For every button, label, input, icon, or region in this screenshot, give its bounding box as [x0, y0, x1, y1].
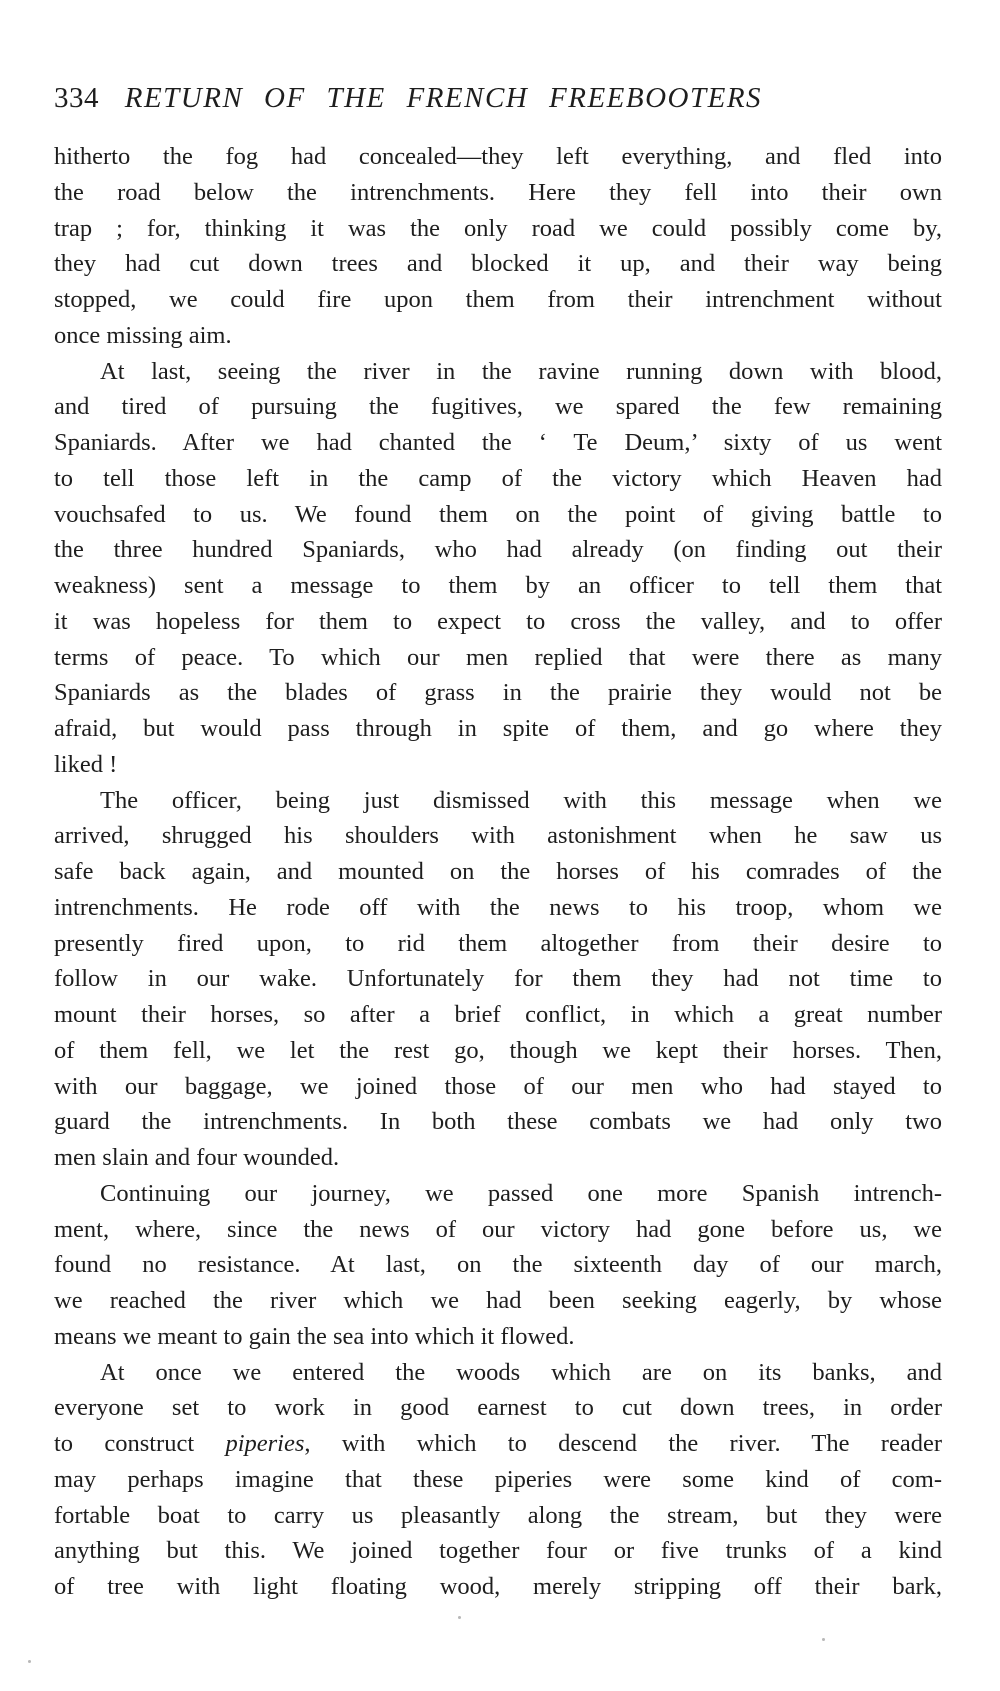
scan-speck	[458, 1616, 461, 1619]
text-line: we reached the river which we had been seeking eagerly, by whose	[54, 1287, 942, 1314]
text-line: intrenchments. He rode off with the news to his troop, whom we	[54, 893, 942, 921]
text-line: At once we entered the woods which are on its banks, and	[100, 1358, 942, 1386]
text-line: Spaniards. After we had chanted the ‘ Te Deum,’ sixty of us went	[54, 429, 942, 456]
text-line: presently fired upon, to rid them altogether from their desire to	[54, 929, 942, 957]
text-line: to tell those left in the camp of the victory which Heaven had	[54, 464, 942, 492]
text-run: to construct	[54, 1430, 226, 1457]
paragraph-5	[54, 1355, 942, 1605]
text-line: afraid, but would pass through in spite of them, and go where they	[54, 715, 942, 742]
paragraph-4	[54, 1176, 942, 1355]
text-line: and tired of pursuing the fugitives, we spared the few remaining	[54, 393, 942, 421]
paragraph-1	[54, 139, 942, 354]
scan-speck	[822, 1638, 825, 1641]
text-line: men slain and four wounded.	[54, 1144, 340, 1171]
running-head	[54, 78, 944, 118]
text-line: mount their horses, so after a brief conflict, in which a great number	[54, 1001, 942, 1028]
text-line: liked !	[54, 750, 118, 778]
text-run: , with which to descend the river. The reader	[304, 1430, 942, 1457]
text-line: may perhaps imagine that these piperies were some kind of com-	[54, 1465, 942, 1493]
text-line: it was hopeless for them to expect to cross the valley, and to offer	[54, 607, 942, 635]
text-line: Spaniards as the blades of grass in the prairie they would not be	[54, 679, 942, 707]
text-line: vouchsafed to us. We found them on the point of giving battle to	[54, 500, 942, 528]
text-line: found no resistance. At last, on the sixteenth day of our march,	[54, 1251, 942, 1279]
italic-term: piperies	[225, 1430, 305, 1457]
text-line: fortable boat to carry us pleasantly along the stream, but they were	[54, 1501, 942, 1529]
text-line: weakness) sent a message to them by an officer to tell them that	[54, 572, 942, 599]
chapter-title: RETURN OF THE FRENCH FREEBOOTERS	[124, 82, 763, 114]
body-text	[54, 139, 942, 1605]
text-line	[54, 1426, 942, 1462]
text-line: safe back again, and mounted on the horses of his comrades of the	[54, 858, 942, 885]
text-line: with our baggage, we joined those of our men who had stayed to	[54, 1072, 942, 1100]
text-line: trap ; for, thinking it was the only road we could possibly come by,	[54, 214, 942, 242]
text-line: they had cut down trees and blocked it up, and their way being	[54, 250, 942, 278]
text-line: terms of peace. To which our men replied that were there as many	[54, 643, 942, 671]
text-line: means we meant to gain the sea into which it flowed.	[54, 1322, 575, 1350]
paragraph-3	[54, 783, 942, 1176]
text-line: anything but this. We joined together four or five trunks of a kind	[54, 1537, 942, 1565]
text-line: of them fell, we let the rest go, though we kept their horses. Then,	[54, 1036, 942, 1064]
text-line: once missing aim.	[54, 321, 232, 349]
text-line: The officer, being just dismissed with this message when we	[100, 786, 942, 814]
text-line: follow in our wake. Unfortunately for them they had not time to	[54, 965, 942, 993]
text-line: guard the intrenchments. In both these combats we had only two	[54, 1108, 942, 1136]
text-line: At last, seeing the river in the ravine running down with blood,	[100, 357, 942, 385]
text-line: arrived, shrugged his shoulders with astonishment when he saw us	[54, 822, 942, 850]
paragraph-2	[54, 354, 942, 783]
scan-speck	[28, 1660, 31, 1663]
text-line: Continuing our journey, we passed one more Spanish intrench-	[100, 1179, 942, 1207]
text-line: everyone set to work in good earnest to cut down trees, in order	[54, 1394, 942, 1422]
text-line: of tree with light floating wood, merely stripping off their bark,	[54, 1573, 942, 1600]
text-line: ment, where, since the news of our victory had gone before us, we	[54, 1215, 942, 1243]
text-line: hitherto the fog had concealed—they left everything, and fled into	[54, 143, 942, 170]
text-line: stopped, we could fire upon them from their intrenchment without	[54, 286, 942, 313]
text-line: the road below the intrenchments. Here they fell into their own	[54, 178, 942, 206]
text-line: the three hundred Spaniards, who had already (on finding out their	[54, 536, 942, 564]
page-number: 334	[54, 82, 99, 114]
